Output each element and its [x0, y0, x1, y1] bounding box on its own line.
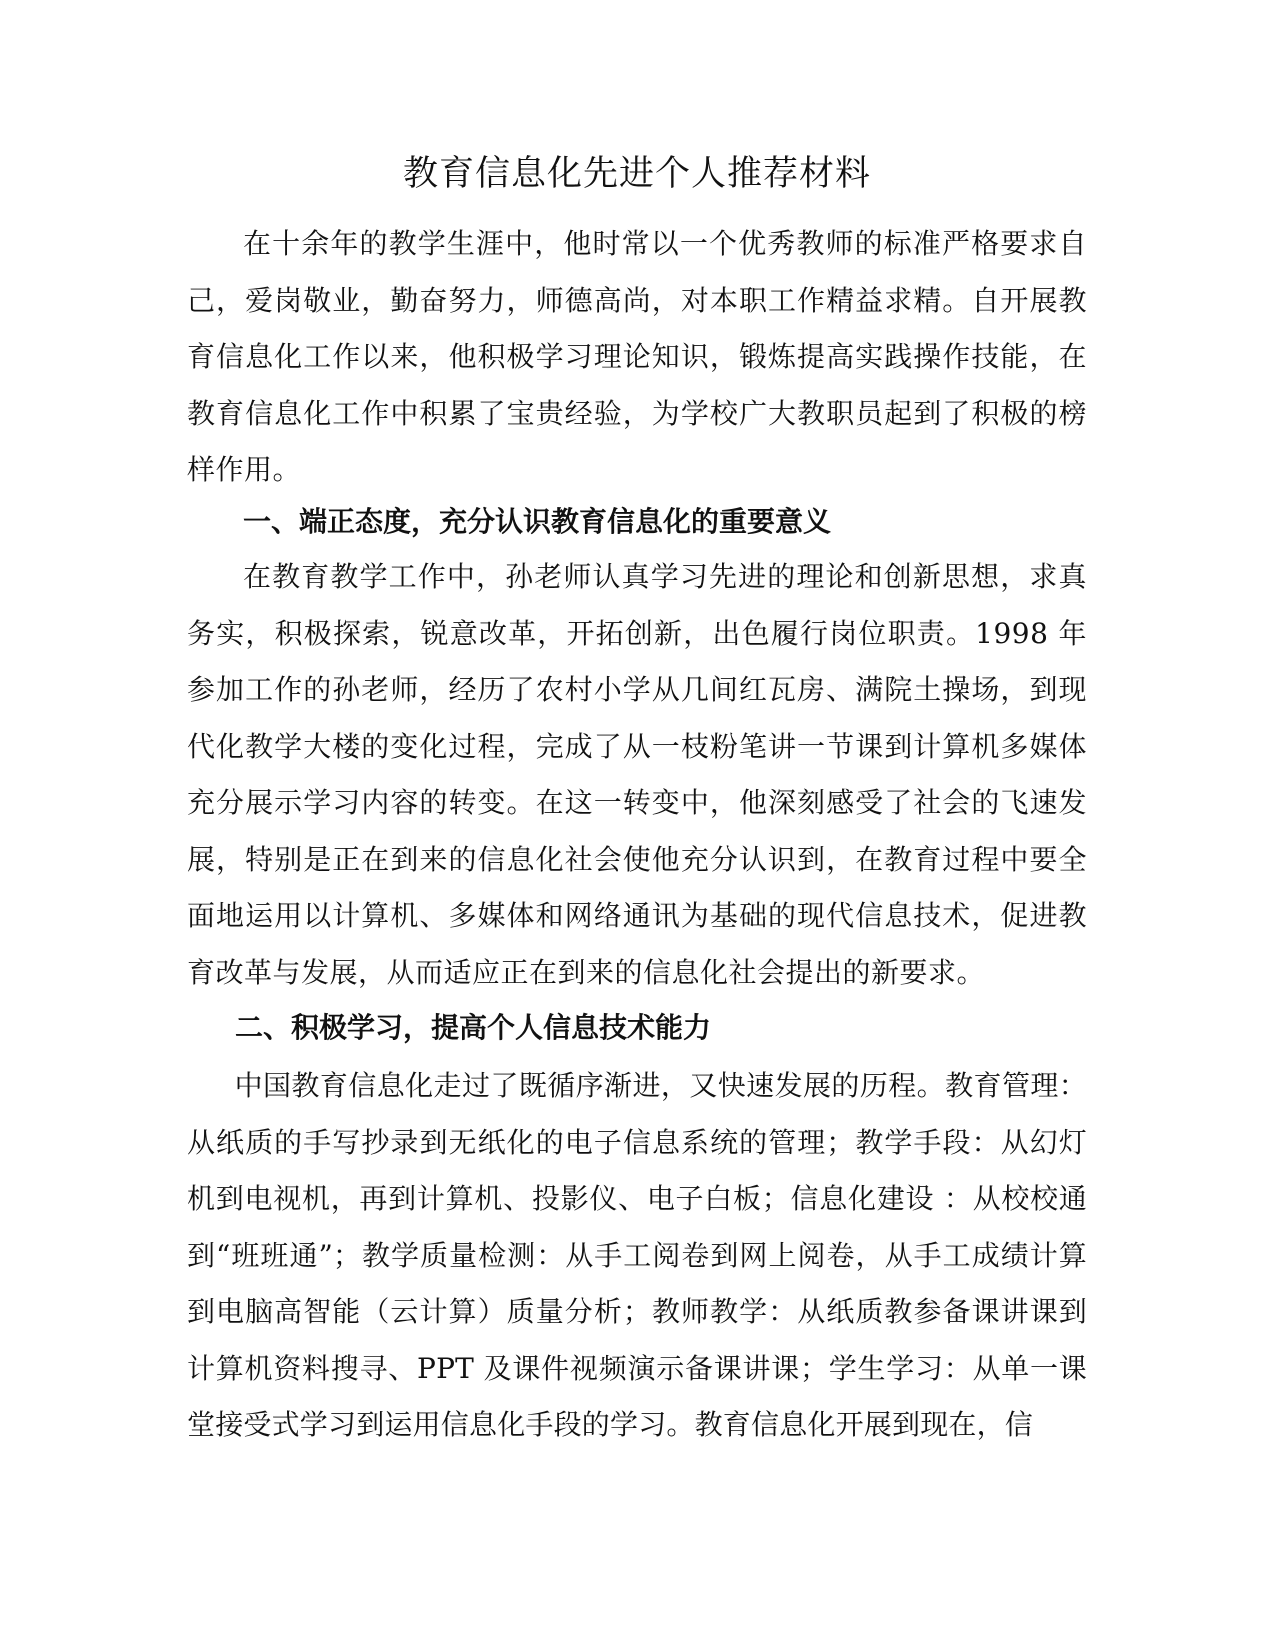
document-title: 教育信息化先进个人推荐材料 [402, 154, 871, 194]
section-heading-2: 二、积极学习，提高个人信息技术能力 [235, 1011, 712, 1044]
section-body-2: 中国教育信息化走过了既循序渐进，又快速发展的历程。教育管理：从纸质的手写抄录到无纸化的电子信息系统的管理；教学手段：从幻灯机到电视机，再到计算机、投影仪、电子白板；信息化建设 ：从校校通到“班班通”；教学质量检测：从手工阅卷到网上阅卷，从手工成绩计算到电脑高智能（云计算）质量分析；教师教学：从纸质教参备课讲课到计算机资料搜寻、PPT 及课件视频演示备课讲课；学生学习：从单一课堂接受式学习到运用信息化手段的学习。教育信息化开展到现在，信 [187, 1069, 1087, 1441]
intro-paragraph: 在十余年的教学生涯中，他时常以一个优秀教师的标准严格要求自己，爱岗敬业，勤奋努力，师德高尚，对本职工作精益求精。自开展教育信息化工作以来，他积极学习理论知识，锻炼提高实践操作技能，在教育信息化工作中积累了宝贵经验，为学校广大教职员起到了积极的榜样作用。 [187, 227, 1087, 486]
section-body-1: 在教育教学工作中，孙老师认真学习先进的理论和创新思想，求真务实，积极探索，锐意改革，开拓创新，出色履行岗位职责。1998 年参加工作的孙老师，经历了农村小学从几间红瓦房、满院土操场，到现代化教学大楼的变化过程，完成了从一枝粉笔讲一节课到计算机多媒体充分展示学习内容的转变。在这一转变中，他深刻感受了社会的飞速发展，特别是正在到来的信息化社会使他充分认识到，在教育过程中要全面地运用以计算机、多媒体和网络通讯为基础的现代信息技术，促进教育改革与发展，从而适应正在到来的信息化社会提出的新要求。 [187, 560, 1087, 989]
section-heading-1: 一、端正态度，充分认识教育信息化的重要意义 [243, 505, 832, 538]
